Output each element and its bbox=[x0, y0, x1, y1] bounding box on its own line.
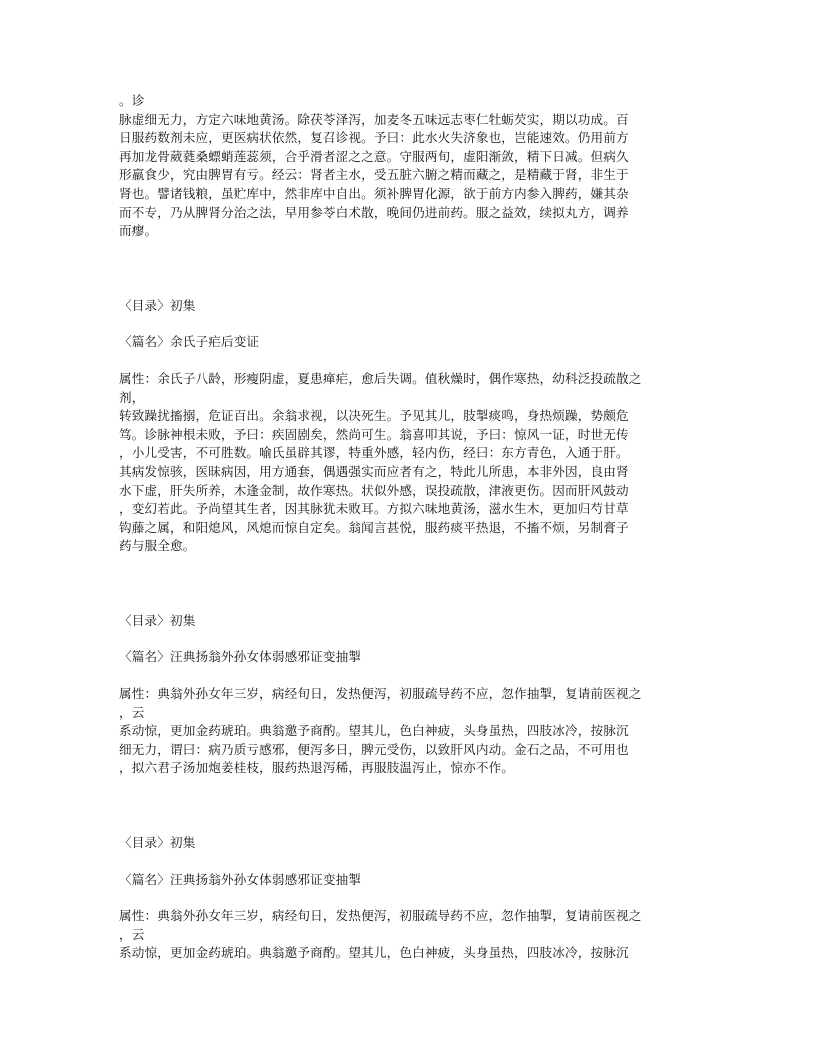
text-line: 。诊 bbox=[119, 93, 145, 108]
text-line: 脉虚细无力，方定六味地黄汤。除茯苓泽泻，加麦冬五味远志枣仁牡蛎芡实，期以功成。百 bbox=[119, 111, 629, 127]
catalog-label: 〈目录〉初集 bbox=[119, 297, 196, 313]
text-line: 日服药数剂未应，更医病状依然，复召诊视。予曰：此水火失济象也，岂能速效。仍用前方 bbox=[119, 130, 629, 146]
catalog-label: 〈目录〉初集 bbox=[119, 612, 196, 628]
text-line: 其病发惊骇，医昧病因，用方通套，偶遇强实而应者有之，特此儿所患，本非外因，良由肾 bbox=[119, 463, 629, 479]
text-line: 药与服全愈。 bbox=[119, 538, 196, 554]
text-line: 再加龙骨葳蕤桑螵蛸莲蕊须，合乎滑者涩之之意。守服两旬，虚阳渐敛，精下日减。但病久 bbox=[119, 148, 629, 164]
text-line: 细无力，谓曰：病乃质亏感邪，便泻多日，脾元受伤，以致肝风内动。金石之品，不可用也 bbox=[119, 741, 629, 757]
section bbox=[119, 612, 699, 778]
section bbox=[119, 297, 699, 556]
section-spacer bbox=[119, 241, 699, 297]
text-line: 属性：余氏子八龄，形瘦阴虚，夏患瘅疟，愈后失调。值秋燥时，偶作寒热，幼科泛投疏散之 bbox=[119, 370, 642, 386]
section-title: 〈篇名〉汪典扬翁外孙女体弱感邪证变抽掣 bbox=[119, 649, 362, 665]
text-line: 系动惊，更加金药琥珀。典翁邀予商酌。望其儿，色白神疲，头身虽热，四肢冰冷，按脉沉 bbox=[119, 723, 629, 739]
text-line: 笃。诊脉神根未败，予曰：疾固剧矣，然尚可生。翁喜叩其说，予曰：惊风一证，时世无传 bbox=[119, 426, 629, 442]
text-line: ，拟六君子汤加炮姜桂枝，服药热退泻稀，再服肢温泻止，惊亦不作。 bbox=[119, 760, 515, 776]
text-line: 水下虚，肝失所养，木逢金制，故作寒热。状似外感，误投疏散，津液更伤。因而肝风鼓动 bbox=[119, 482, 629, 498]
text-line: 属性：典翁外孙女年三岁，病经旬日，发热便泻，初服疏导药不应，忽作抽掣，复请前医视之 bbox=[119, 908, 642, 924]
catalog-label: 〈目录〉初集 bbox=[119, 835, 196, 851]
text-line: 系动惊，更加金药琥珀。典翁邀予商酌。望其儿，色白神疲，头身虽热，四肢冰冷，按脉沉 bbox=[119, 945, 629, 961]
text-line: ，云 bbox=[119, 926, 145, 942]
text-line: 而不专，乃从脾肾分治之法，早用参苓白术散，晚间仍进前药。服之益效，续拟丸方，调养 bbox=[119, 204, 629, 220]
text-line: ，变幻若此。予尚望其生者，因其脉犹未败耳。方拟六味地黄汤，滋水生木，更加归芍甘草 bbox=[119, 501, 629, 517]
section-spacer bbox=[119, 778, 699, 834]
text-line: 钩藤之属，和阳熄风，风熄而惊自定矣。翁闻言甚悦，服药痰平热退，不搐不烦，另制膏子 bbox=[119, 519, 629, 535]
text-line: 肾也。譬诸钱粮，虽贮库中，然非库中自出。须补脾胃化源，欲于前方内参入脾药，嫌其杂 bbox=[119, 185, 629, 201]
section-title: 〈篇名〉余氏子疟后变证 bbox=[119, 334, 260, 350]
text-line: 属性：典翁外孙女年三岁，病经旬日，发热便泻，初服疏导药不应，忽作抽掣，复请前医视之 bbox=[119, 686, 642, 702]
text-line: 剂， bbox=[119, 389, 145, 405]
section-spacer bbox=[119, 556, 699, 612]
text-line: 转致躁扰搐搦，危证百出。余翁求视，以决死生。予见其儿，肢掣痰鸣，身热烦躁，势颇危 bbox=[119, 408, 629, 424]
text-line: ，云 bbox=[119, 704, 145, 720]
document-page bbox=[119, 92, 699, 963]
text-line: ，小儿受害，不可胜数。喻氏虽辟其谬，特重外感，轻内伤，经曰：东方青色，入通于肝。 bbox=[119, 445, 629, 461]
text-line: 形羸食少，究由脾胃有亏。经云：肾者主水，受五脏六腑之精而藏之，是精藏于肾，非生于 bbox=[119, 167, 629, 183]
text-line: 而瘳。 bbox=[119, 223, 158, 239]
section-title: 〈篇名〉汪典扬翁外孙女体弱感邪证变抽掣 bbox=[119, 871, 362, 887]
intro-paragraph bbox=[119, 92, 699, 241]
section bbox=[119, 834, 699, 963]
